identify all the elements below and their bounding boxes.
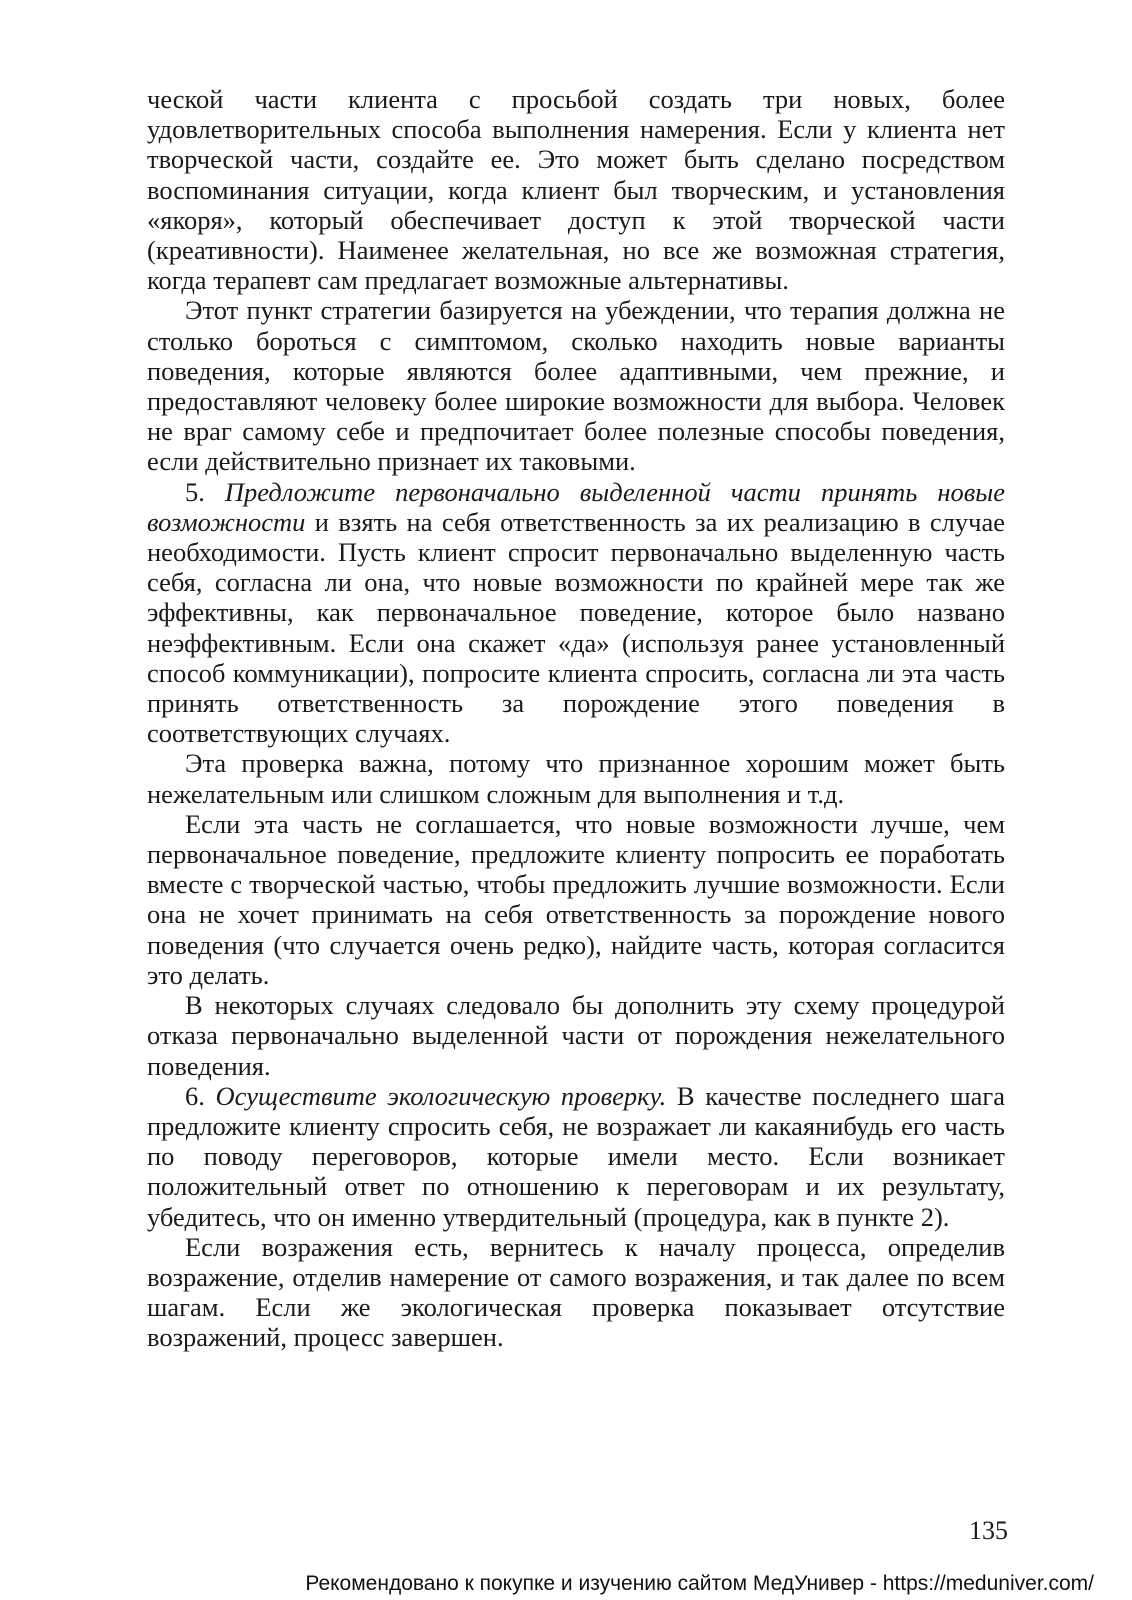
- paragraph-5: Если эта часть не соглашается, что новые возможности лучше, чем первоначальное поведение, предложите клиенту попросить ее поработать вместе с творческой частью, чтобы предложить лучшие возможности. Если она не хочет принимать на себя ответственность за порождение нового поведения (что случается очень редко), найдите часть, которая согласится это делать.: [147, 808, 1005, 990]
- paragraph-3: [147, 477, 1005, 749]
- step-number-6: 6.: [185, 1080, 216, 1111]
- paragraph-2: Этот пункт стратегии базируется на убеждении, что терапия должна не столько бороться с симптомом, сколько находить новые варианты поведения, которые являются более адаптивными, чем прежние, и предоставляют человеку более широкие возможности для выбора. Человек не враг самому себе и предпочитает более полезные способы поведения, если действительно признает их таковыми.: [147, 295, 1005, 477]
- paragraph-7-body: В качестве последнего шага предложите клиенту спросить себя, не возражает ли какаянибудь его часть по поводу переговоров, которые имели место. Если возникает положительный ответ по отношению к переговорам и их результату, убедитесь, что он именно утвердительный (процедура, как в пункте 2).: [147, 1080, 1005, 1232]
- paragraph-4: Эта проверка важна, потому что признанное хорошим может быть нежелательным или слишком сложным для выполнения и т.д.: [147, 748, 1005, 809]
- page-number: 135: [969, 1516, 1008, 1545]
- paragraph-7: [147, 1081, 1005, 1232]
- step-heading-6: Осуществите экологическую проверку.: [215, 1080, 667, 1111]
- page-text: [147, 84, 1005, 1353]
- footer-recommendation: Рекомендовано к покупке и изучению сайтом МедУнивер - https://meduniver.com/: [305, 1572, 1094, 1595]
- step-heading-5: Предложите первоначально выделенной части принять новые возможности: [147, 476, 1006, 537]
- paragraph-6: В некоторых случаях следовало бы дополнить эту схему процедурой отказа первоначально выделенной части от порождения нежелательного поведения.: [147, 990, 1005, 1081]
- step-number-5: 5.: [185, 476, 225, 507]
- paragraph-8: Если возражения есть, вернитесь к началу процесса, определив возражение, отделив намерение от самого возражения, и так далее по всем шагам. Если же экологическая проверка показывает отсутствие возражений, процесс завершен.: [147, 1231, 1005, 1353]
- paragraph-1: ческой части клиента с просьбой создать три новых, более удовлетворительных способа выполнения намерения. Если у клиента нет творческой части, создайте ее. Это может быть сделано посредством воспоминания ситуации, когда клиент был творческим, и установления «якоря», который обеспечивает доступ к этой творческой части (креативности). Наименее желательная, но все же возможная стратегия, когда терапевт сам предлагает возможные альтернативы.: [147, 84, 1005, 296]
- paragraph-3-body: и взять на себя ответственность за их реализацию в случае необходимости. Пусть клиент спросит первоначально выделенную часть себя, согласна ли она, что новые возможности по крайней мере так же эффективны, как первоначальное поведение, которое было названо неэффективным. Если она скажет «да» (используя ранее установленный способ коммуникации), попросите клиента спросить, согласна ли эта часть принять ответственность за порождение этого поведения в соответствующих случаях.: [147, 506, 1005, 749]
